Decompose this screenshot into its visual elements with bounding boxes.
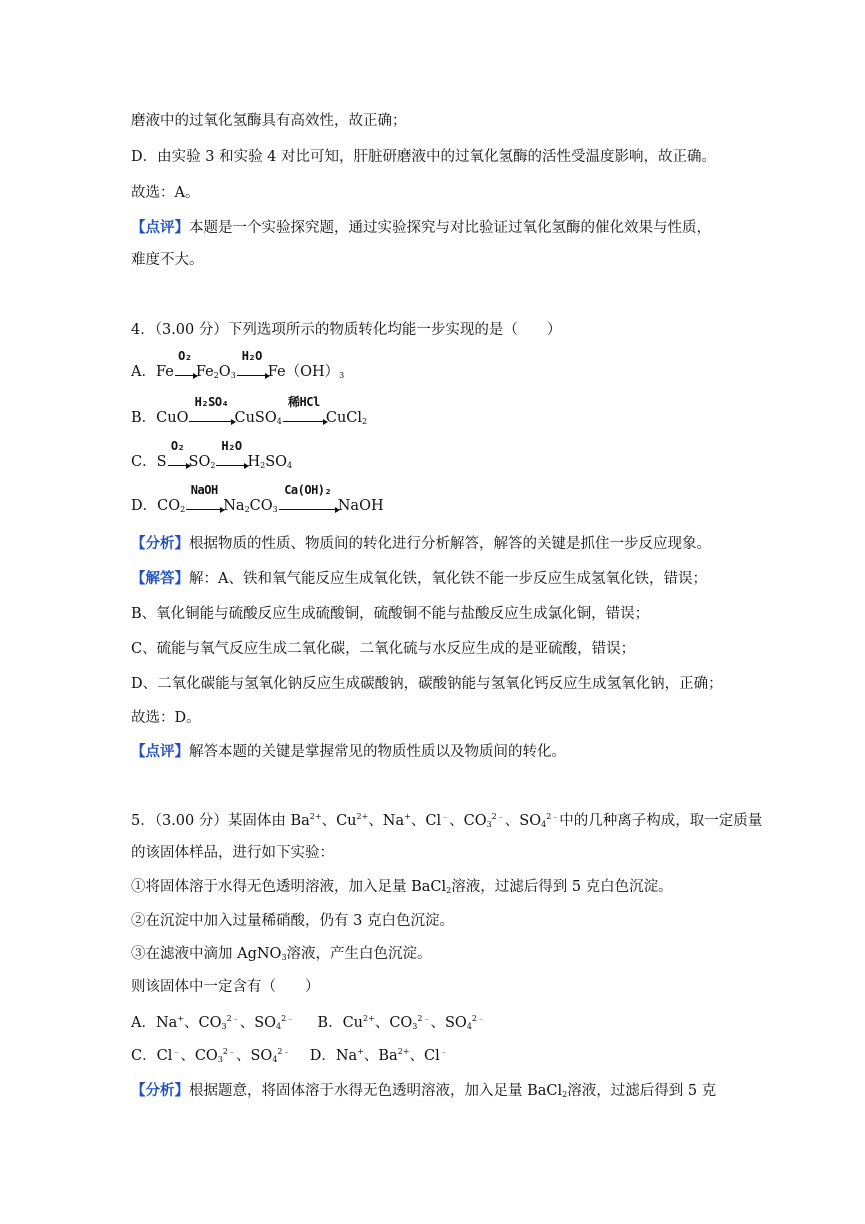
subscript: 3 bbox=[339, 371, 345, 380]
subscript: 2 bbox=[213, 371, 219, 380]
subscript: 4 bbox=[276, 417, 282, 426]
arrow-condition: H₂O bbox=[241, 349, 262, 363]
superscript: ﹣ bbox=[172, 1047, 181, 1056]
reaction-arrow bbox=[236, 349, 268, 376]
text-line: C、硫能与氧气反应生成二氧化碳，二氧化硫与水反应生成的是亚硫酸，错误； bbox=[131, 641, 636, 657]
solution-tag: 【解答】 bbox=[131, 570, 189, 587]
reaction-arrow bbox=[278, 483, 338, 510]
separator: 、 bbox=[184, 1015, 199, 1031]
text: 、CO bbox=[449, 813, 487, 829]
text-line: 磨液中的过氧化氢酶具有高效性，故正确； bbox=[131, 113, 407, 129]
text: ①将固体溶于水得无色透明溶液，加入足量 BaCl bbox=[131, 879, 447, 895]
text-line: 难度不大。 bbox=[131, 252, 204, 268]
analysis-text: 溶液，过滤后得到 5 克 bbox=[567, 1083, 717, 1099]
superscript: 2﹣ bbox=[491, 812, 505, 821]
option-b: B．Cu bbox=[317, 1015, 364, 1031]
superscript: 2+ bbox=[309, 812, 322, 821]
superscript: 2+ bbox=[397, 1047, 410, 1056]
superscript: 2﹣ bbox=[281, 1014, 295, 1023]
text: 、Cu bbox=[321, 813, 357, 829]
option-a: A．Na bbox=[131, 1015, 178, 1031]
text-line: D．由实验 3 和实验 4 对比可知，肝脏研磨液中的过氧化氢酶的活性受温度影响，故正确。 bbox=[131, 149, 717, 165]
formula: CO bbox=[157, 498, 181, 514]
formula: Fe bbox=[155, 364, 174, 380]
separator: 、 bbox=[239, 1015, 255, 1031]
subscript: 2 bbox=[210, 461, 216, 470]
text-line: D、二氧化碳能与氢氧化钠反应生成碳酸钠，碳酸钠能与氢氧化钙反应生成氢氧化钠，正确； bbox=[131, 676, 723, 692]
formula: S bbox=[156, 454, 167, 470]
subscript: 3 bbox=[412, 1022, 418, 1031]
analysis-text: 根据题意，将固体溶于水得无色透明溶液，加入足量 BaCl bbox=[189, 1083, 563, 1099]
analysis-line bbox=[131, 1081, 716, 1101]
review-line bbox=[131, 742, 566, 762]
review-tag: 【点评】 bbox=[131, 743, 189, 760]
review-tag: 【点评】 bbox=[131, 219, 189, 236]
analysis-text: 根据物质的性质、物质间的转化进行分析解答，解答的关键是抓住一步反应现象。 bbox=[189, 536, 711, 552]
text: 溶液，过滤后得到 5 克白色沉淀。 bbox=[451, 879, 673, 895]
separator: 、 bbox=[409, 1048, 425, 1064]
superscript: 2﹣ bbox=[546, 812, 560, 821]
subscript: 4 bbox=[272, 1055, 278, 1064]
text: 、Cl bbox=[410, 813, 442, 829]
subscript: 3 bbox=[221, 1022, 227, 1031]
separator: 、 bbox=[236, 1048, 251, 1064]
subscript: 3 bbox=[272, 505, 278, 514]
review-text: 本题是一个实验探究题，通过实验探究与对比验证过氧化氢酶的催化效果与性质， bbox=[189, 220, 711, 236]
superscript: 2﹣ bbox=[417, 1014, 431, 1023]
superscript: 2+ bbox=[363, 1014, 375, 1023]
review-text: 解答本题的关键是掌握常见的物质性质以及物质间的转化。 bbox=[189, 744, 566, 760]
superscript: ﹣ bbox=[439, 1047, 448, 1056]
formula: CuSO bbox=[234, 410, 277, 426]
arrow-condition: H₂SO₄ bbox=[194, 395, 229, 409]
reaction-arrow bbox=[174, 349, 196, 376]
option-c: C．Cl bbox=[131, 1048, 173, 1064]
reaction-arrow bbox=[215, 439, 247, 466]
text-line: B、氧化铜能与硫酸反应生成硫酸铜，硫酸铜不能与盐酸反应生成氯化铜，错误； bbox=[131, 606, 650, 622]
subscript: 3 bbox=[217, 1055, 223, 1064]
subscript: 2 bbox=[562, 1090, 568, 1099]
separator: 、 bbox=[430, 1015, 445, 1031]
step-2: ②在沉淀中加入过量稀硝酸，仍有 3 克白色沉淀。 bbox=[131, 913, 454, 929]
separator: 、 bbox=[363, 1048, 379, 1064]
q5-options-cd: C．Cl﹣、$CO_3^{2﹣}$、$SO_4^{2﹣}$ D．Na+、$Ba^{2+}$、Cl﹣ bbox=[131, 1047, 448, 1064]
subscript: 2 bbox=[446, 886, 452, 895]
formula: CO bbox=[249, 498, 273, 514]
option-label: B． bbox=[131, 410, 157, 426]
subscript: 4 bbox=[276, 1022, 282, 1031]
arrow-condition: O₂ bbox=[178, 349, 192, 363]
reaction-arrow bbox=[282, 395, 326, 422]
reaction-arrow bbox=[185, 483, 223, 510]
text: 、Na bbox=[368, 813, 405, 829]
option-d: D．Na bbox=[309, 1048, 358, 1064]
formula: NaOH bbox=[337, 498, 384, 514]
superscript: + bbox=[357, 1047, 364, 1056]
analysis-tag: 【分析】 bbox=[131, 1082, 189, 1099]
q4-option-b bbox=[131, 395, 368, 428]
subscript: 4 bbox=[466, 1022, 472, 1031]
reaction-arrow bbox=[167, 439, 189, 466]
subscript: 4 bbox=[287, 461, 293, 470]
text: 溶液，产生白色沉淀。 bbox=[286, 946, 432, 962]
solution-line bbox=[131, 569, 707, 589]
formula: CuO bbox=[156, 410, 189, 426]
superscript: 2﹣ bbox=[277, 1047, 291, 1056]
arrow-condition: H₂O bbox=[221, 439, 242, 453]
subscript: 2 bbox=[180, 505, 186, 514]
formula: CuCl bbox=[325, 410, 363, 426]
superscript: 2﹣ bbox=[471, 1014, 485, 1023]
subscript: 2 bbox=[244, 505, 250, 514]
q5-options-ab: A．Na+、$CO_3^{2﹣}$、$SO_4^{2﹣}$ B．$Cu^{2+}$、$CO_3^{2﹣}$、$SO_4^{2﹣}$ bbox=[131, 1014, 485, 1031]
review-line bbox=[131, 218, 711, 238]
arrow-condition: Ca(OH)₂ bbox=[284, 483, 332, 497]
option-label: A． bbox=[131, 364, 156, 380]
text: 5．（3.00 分）某固体由 Ba bbox=[131, 813, 310, 829]
option-label: C． bbox=[131, 454, 157, 470]
formula: SO bbox=[265, 454, 288, 470]
formula: Fe（OH） bbox=[267, 364, 340, 380]
formula: Fe bbox=[195, 364, 214, 380]
formula: SO bbox=[188, 454, 211, 470]
subscript: 4 bbox=[541, 820, 547, 829]
superscript: 2+ bbox=[356, 812, 369, 821]
separator: 、 bbox=[180, 1048, 195, 1064]
q4-option-c bbox=[131, 439, 293, 472]
subscript: 3 bbox=[230, 371, 236, 380]
arrow-condition: NaOH bbox=[190, 483, 218, 497]
q4-option-a bbox=[131, 349, 345, 382]
text: ③在滤液中滴加 AgNO bbox=[131, 946, 282, 962]
question-5-stem bbox=[131, 811, 762, 831]
subscript: 2 bbox=[362, 417, 368, 426]
subscript: 2 bbox=[260, 461, 266, 470]
q4-option-d bbox=[131, 483, 384, 516]
text: 中的几种离子构成，取一定质量 bbox=[559, 813, 763, 829]
superscript: ﹣ bbox=[441, 812, 450, 821]
formula: H bbox=[247, 454, 261, 470]
solution-text: 解：A、铁和氧气能反应生成氧化铁，氧化铁不能一步反应生成氢氧化铁，错误； bbox=[189, 571, 707, 587]
step-3 bbox=[131, 944, 432, 964]
text-line: 的该固体样品，进行如下实验： bbox=[131, 845, 334, 861]
text-line: 故选：D。 bbox=[131, 710, 201, 726]
subscript: 3 bbox=[281, 953, 287, 962]
formula: O bbox=[218, 364, 231, 380]
superscript: + bbox=[177, 1014, 185, 1023]
separator: 、 bbox=[374, 1015, 390, 1031]
option-label: D． bbox=[131, 498, 158, 514]
question-4-stem: 4．（3.00 分）下列选项所示的物质转化均能一步实现的是（ ） bbox=[131, 322, 562, 338]
analysis-tag: 【分析】 bbox=[131, 535, 189, 552]
arrow-condition: 稀HCl bbox=[288, 395, 320, 409]
superscript: 2﹣ bbox=[226, 1014, 240, 1023]
arrow-condition: O₂ bbox=[170, 439, 185, 453]
superscript: + bbox=[404, 812, 411, 821]
step-1 bbox=[131, 877, 673, 897]
text-line: 故选：A。 bbox=[131, 185, 200, 201]
question-ask: 则该固体中一定含有（ ） bbox=[131, 979, 320, 995]
superscript: 2﹣ bbox=[222, 1047, 236, 1056]
reaction-arrow bbox=[188, 395, 234, 422]
subscript: 3 bbox=[486, 820, 492, 829]
analysis-line bbox=[131, 534, 711, 554]
text: 、SO bbox=[504, 813, 542, 829]
formula: Na bbox=[223, 498, 245, 514]
